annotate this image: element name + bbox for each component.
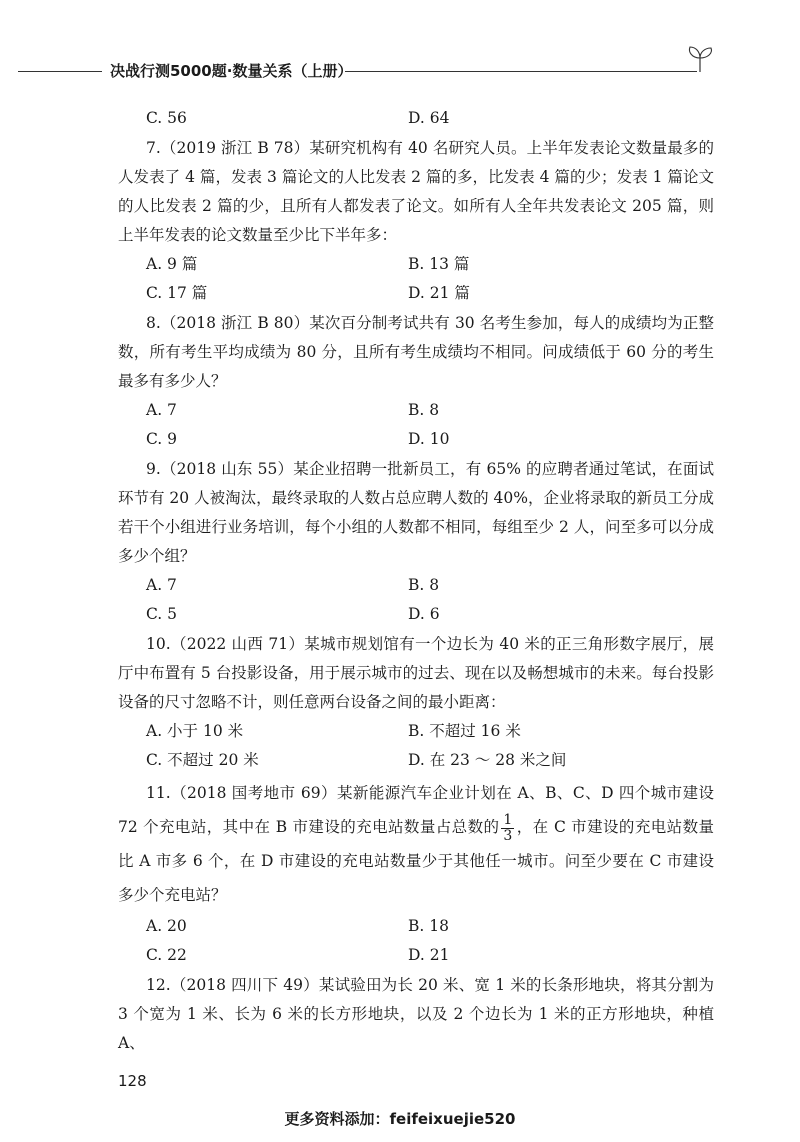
option-row: [118, 396, 714, 425]
option-a: A. 7: [146, 401, 177, 419]
option-d: D. 21 篇: [408, 284, 470, 302]
question-9: [118, 455, 714, 629]
page-number: 128: [118, 1072, 147, 1090]
option-d: D. 21: [408, 946, 450, 964]
fraction-denominator: 3: [503, 827, 513, 844]
option-b: B. 8: [408, 401, 440, 419]
option-row: [118, 746, 714, 775]
question-text: 10.（2022 山西 71）某城市规划馆有一个边长为 40 米的正三角形数字展厅，展厅中布置有 5 台投影设备，用于展示城市的过去、现在以及畅想城市的未来。每台投影设备的尺寸忽略不计，则任意两台设备之间的最小距离：: [118, 635, 714, 711]
question-text: 7.（2019 浙江 B 78）某研究机构有 40 名研究人员。上半年发表论文数量最多的人发表了 4 篇，发表 3 篇论文的人比发表 2 篇的多，比发表 4 篇的少；发表 1 篇论文的人比发表 2 篇的少，且所有人都发表了论文。如所有人全年共发表论文 205 篇，则上半年发表的论文数量至少比下半年多：: [118, 139, 714, 244]
option-c: C. 22: [146, 946, 187, 964]
option-row: [118, 912, 714, 941]
running-header: [0, 58, 800, 88]
option-a: A. 9 篇: [146, 255, 198, 273]
option-row: [118, 104, 714, 133]
option-c: C. 17 篇: [146, 284, 208, 302]
option-c: C. 5: [146, 605, 178, 623]
option-b: B. 18: [408, 917, 449, 935]
header-rule-left: [18, 71, 102, 72]
option-b: B. 8: [408, 576, 440, 594]
option-row: [118, 941, 714, 970]
option-d: D. 64: [408, 109, 450, 127]
book-title: 决战行测5000题·数量关系（上册）: [110, 62, 353, 80]
question-8: [118, 309, 714, 454]
question-text: 11.（2018 国考地市 69）某新能源汽车企业计划在 A、B、C、D 四个城市建设 72 个充电站，其中在 B 市建设的充电站数量占总数的: [118, 784, 714, 836]
question-text-continued: ，在 C 市建设的充电站数量比 A 市多 6 个，在 D 市建设的充电站数量少于其他任一城市。问至少要在 C 市建设多少个充电站？: [118, 818, 714, 904]
option-row: [118, 571, 714, 600]
option-d: D. 6: [408, 605, 440, 623]
option-a: A. 7: [146, 576, 177, 594]
option-row: [118, 717, 714, 746]
fraction: [501, 813, 514, 844]
sprout-icon: [682, 44, 718, 74]
question-12: [118, 971, 714, 1058]
option-c: C. 9: [146, 430, 178, 448]
option-row: [118, 250, 714, 279]
question-text: 8.（2018 浙江 B 80）某次百分制考试共有 30 名考生参加，每人的成绩均为正整数，所有考生平均成绩为 80 分，且所有考生成绩均不相同。问成绩低于 60 分的考生最多有多少人？: [118, 314, 714, 390]
option-d: D. 10: [408, 430, 450, 448]
option-c: C. 不超过 20 米: [146, 751, 259, 769]
question-text: 12.（2018 四川下 49）某试验田为长 20 米、宽 1 米的长条形地块，将其分割为 3 个宽为 1 米、长为 6 米的长方形地块，以及 2 个边长为 1 米的正方形地块，种植 A、: [118, 976, 714, 1052]
option-a: A. 20: [146, 917, 187, 935]
header-rule-right: [345, 71, 697, 72]
fraction-numerator: 1: [503, 811, 513, 828]
option-b: B. 13 篇: [408, 255, 470, 273]
question-7: [118, 134, 714, 308]
option-b: B. 不超过 16 米: [408, 722, 521, 740]
option-c: C. 56: [146, 109, 187, 127]
option-a: A. 小于 10 米: [146, 722, 244, 740]
question-list: [118, 104, 714, 1058]
question-10: [118, 630, 714, 775]
question-11: [118, 776, 714, 970]
option-row: [118, 600, 714, 629]
option-row: [118, 279, 714, 308]
question-text: 9.（2018 山东 55）某企业招聘一批新员工，有 65% 的应聘者通过笔试，在面试环节有 20 人被淘汰，最终录取的人数占总应聘人数的 40%，企业将录取的新员工分成若干个小组进行业务培训，每个小组的人数都不相同，每组至少 2 人，问至多可以分成多少个组？: [118, 460, 714, 565]
option-d: D. 在 23 ～ 28 米之间: [408, 751, 567, 769]
option-row: [118, 425, 714, 454]
footer-note: 更多资料添加：feifeixuejie520: [284, 1110, 516, 1128]
